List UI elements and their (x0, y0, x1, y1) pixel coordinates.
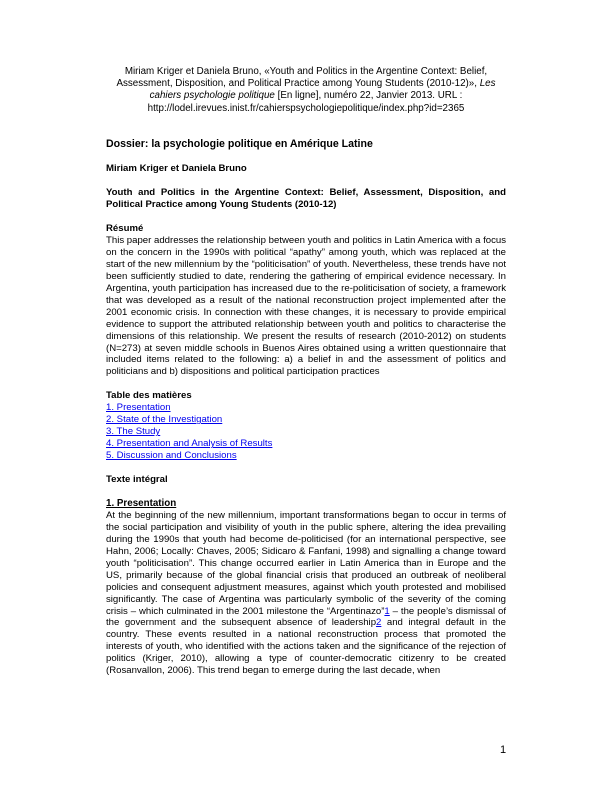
toc-link-results[interactable]: 4. Presentation and Analysis of Results (106, 438, 273, 450)
toc-item (106, 438, 506, 450)
presentation-text-part3: and integral default in the country. These events resulted in a national reconstruction process that promoted the interests of youth, who identified with the actions taken and the significance of the rejection of politics (Kriger, 2010), allowing a type of counter-democratic citizenry to be created (Rosanvallon, 2006). This trend began to emerge during the last decade, when (106, 617, 506, 677)
toc-item (106, 402, 506, 414)
toc-link-the-study[interactable]: 3. The Study (106, 426, 161, 438)
citation-journal: Les cahiers psychologie politique (149, 78, 496, 102)
citation-suffix: [En ligne], numéro 22, Janvier 2013. URL : http://lodel.irevues.inist.fr/cahierspsychologiepolitique/index.php?id=2365 (147, 90, 465, 114)
authors: Miriam Kriger et Daniela Bruno (106, 163, 247, 174)
resume-heading: Résumé (106, 223, 144, 235)
footnote-link-1[interactable]: 1 (384, 605, 390, 617)
toc-link-state-of-investigation[interactable]: 2. State of the Investigation (106, 414, 223, 426)
toc-link-conclusions[interactable]: 5. Discussion and Conclusions (106, 450, 237, 462)
presentation-paragraph (106, 510, 506, 677)
full-text-heading: Texte intégral (106, 474, 168, 486)
citation-prefix: Miriam Kriger et Daniela Bruno, «Youth and Politics in the Argentine Context: Belief, Assessment, Disposition, and Political Practice among Young Students (2010-12)», (116, 66, 488, 90)
toc-item (106, 426, 506, 438)
toc-item (106, 414, 506, 426)
toc-link-presentation[interactable]: 1. Presentation (106, 402, 171, 414)
page-number: 1 (500, 744, 507, 756)
citation-block (110, 66, 502, 115)
paper-title: Youth and Politics in the Argentine Context: Belief, Assessment, Disposition, and Political Practice among Young Students (2010-12) (106, 187, 506, 211)
presentation-heading: 1. Presentation (106, 498, 177, 510)
presentation-text-part1: At the beginning of the new millennium, important transformations began to occur in terms of the social participation and visibility of youth in the public sphere, altering the idea prevailing during the 1990s that youth had become de-politicised (for an international perspective, see Hahn, 2006; Locally: Chaves, 2005; Sidicaro & Fanfani, 1998) and signalling a change toward youth “politicisation”. This change occurred earlier in Latin America than in Europe and the US, primarily because of the global financial crisis that produced an outbreak of neoliberal policies and consequent adjustment measures, against which youth protested and mobilised significantly. The case of Argentina was particularly symbolic of the severity of the coming crisis – which culminated in the 2001 milestone the “Argentinazo” (106, 510, 506, 617)
presentation-text-part2: – the people’s dismissal of the government and the subsequent absence of leadership (106, 605, 506, 629)
toc-item (106, 450, 506, 462)
table-of-contents (106, 402, 506, 462)
dossier-title: Dossier: la psychologie politique en Amérique Latine (106, 138, 373, 150)
toc-heading: Table des matières (106, 390, 192, 402)
main-content (106, 138, 506, 677)
footnote-link-2[interactable]: 2 (376, 617, 382, 629)
abstract-text: This paper addresses the relationship between youth and politics in Latin America with a focus on the concern in the 1990s with political “apathy” among youth, which was replaced at the start of the new millennium by the “politicisation” of youth. Nevertheless, these trends have not been sufficiently studied to date, rendering the gathering of empirical evidence necessary. In Argentina, youth participation has increased due to the re-politicisation of society, a framework that was developed as a result of the national reconstruction project implemented after the 2001 economic crisis. In connection with these changes, it is necessary to provide empirical evidence to support the attributed relationship between youth and politics to characterise the dimensions of this relationship. We present the results of research (2010-2012) on students (N=273) at seven middle schools in Buenos Aires obtained using a written questionnaire that included items related to the following: a) a belief in and the assessment of politics and politicians and b) dispositions and political participation practices (106, 235, 506, 378)
